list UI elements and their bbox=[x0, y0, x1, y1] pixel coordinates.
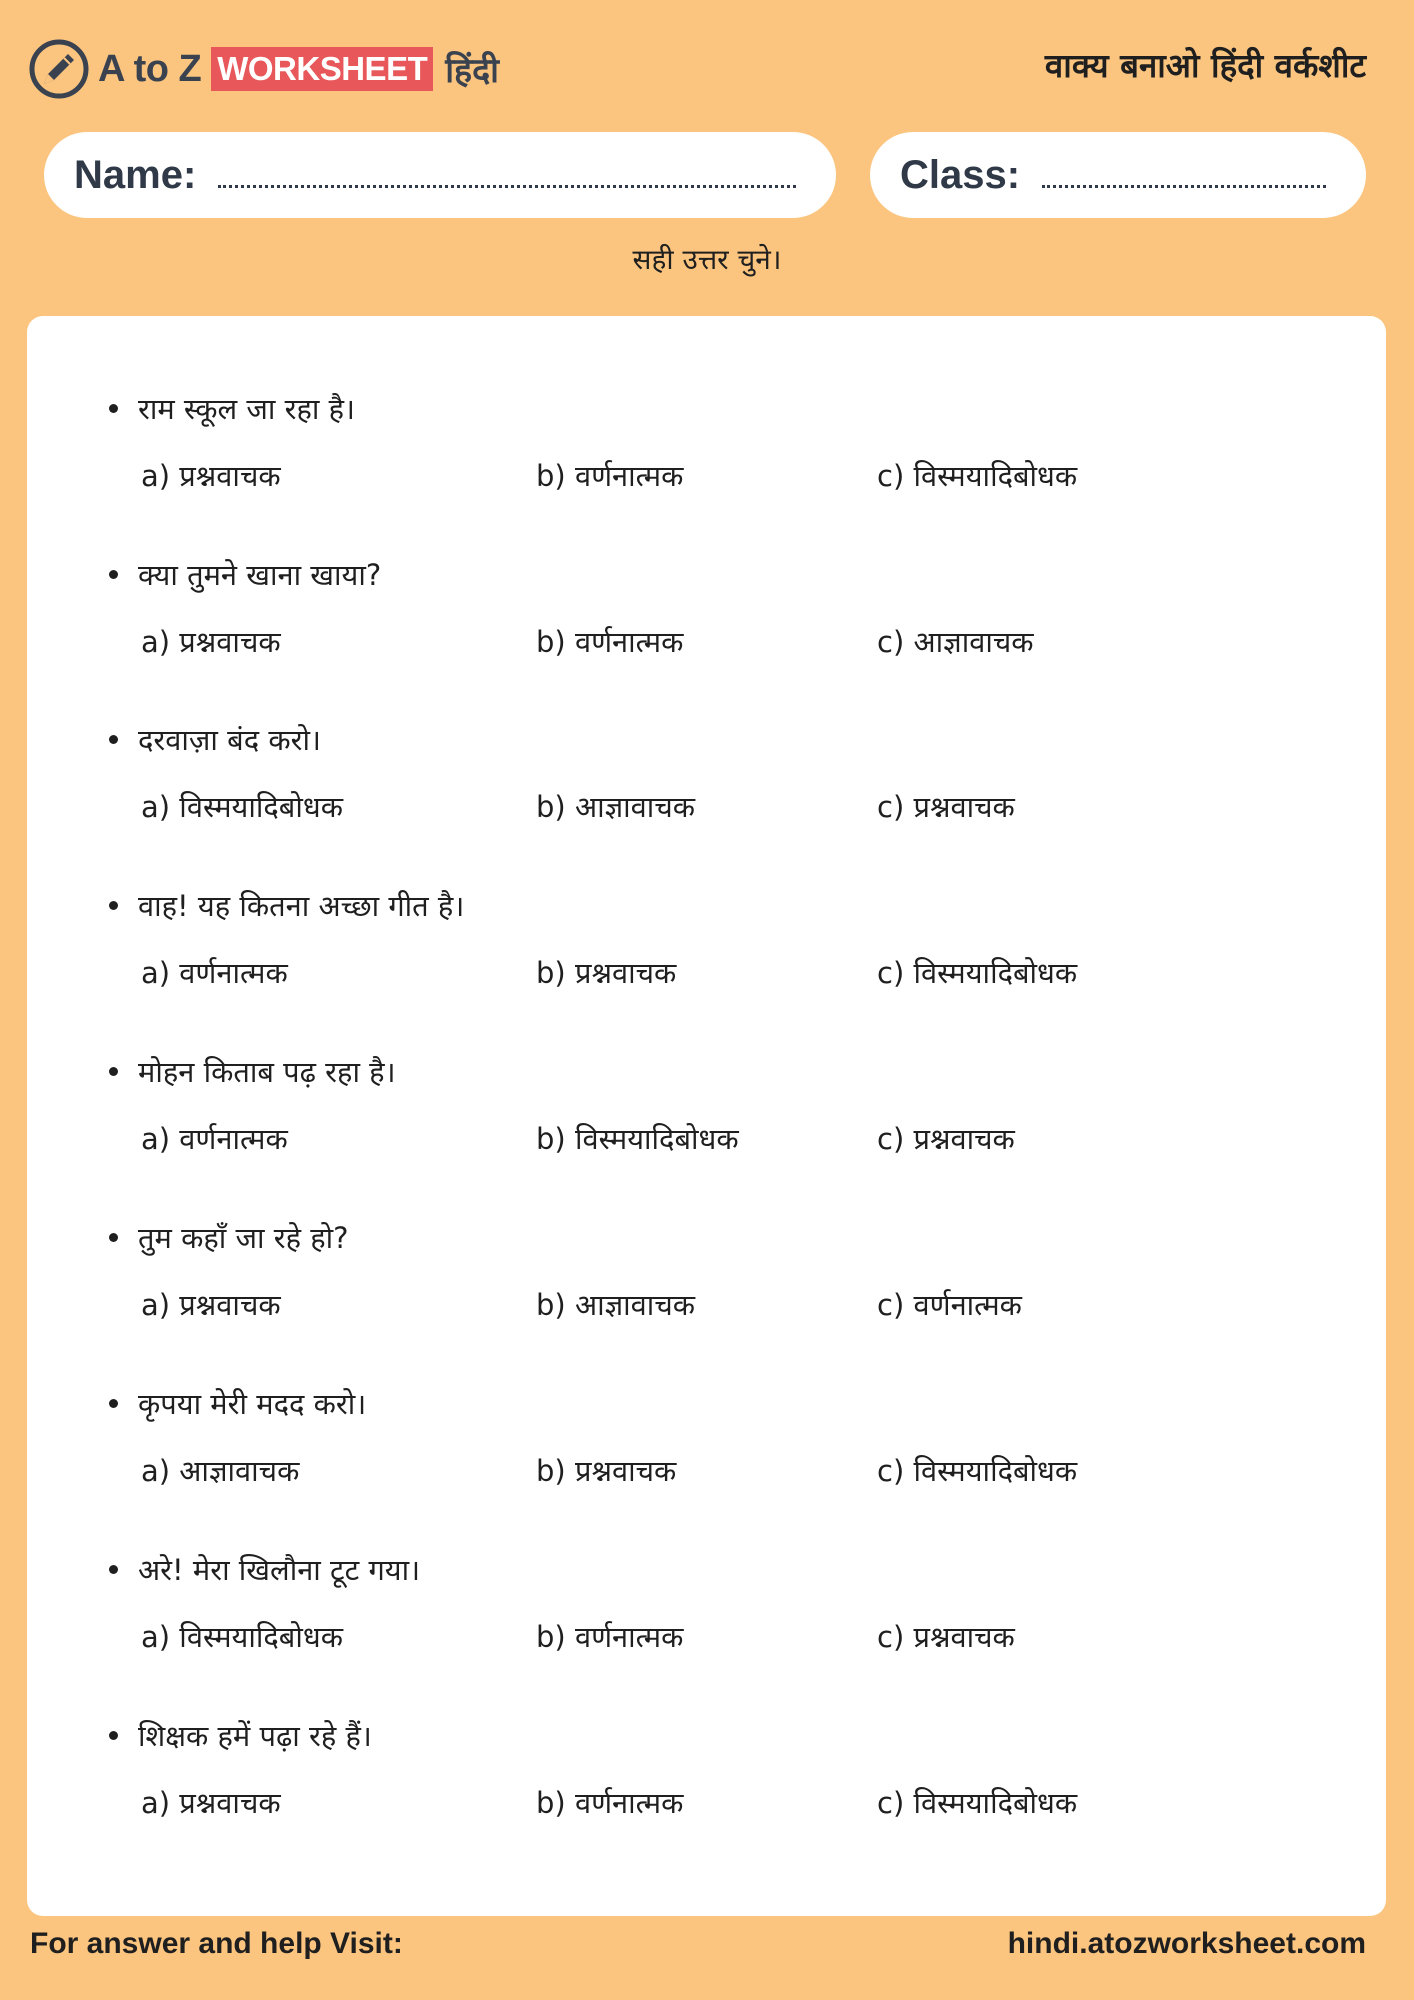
header bbox=[0, 0, 1414, 130]
option-a[interactable]: a) प्रश्नवाचक bbox=[141, 625, 281, 659]
question-text bbox=[109, 1713, 372, 1757]
option-b[interactable]: b) प्रश्नवाचक bbox=[536, 956, 677, 990]
logo-atoz-text: A to Z bbox=[98, 47, 202, 90]
question-label: वाह! यह कितना अच्छा गीत है। bbox=[138, 888, 465, 923]
option-b[interactable]: b) वर्णनात्मक bbox=[536, 1620, 684, 1654]
bullet-icon bbox=[109, 1399, 118, 1408]
question-label: दरवाज़ा बंद करो। bbox=[138, 722, 321, 757]
question-text bbox=[109, 1215, 349, 1259]
question-text bbox=[109, 717, 321, 761]
option-c[interactable]: c) वर्णनात्मक bbox=[877, 1288, 1022, 1322]
name-label: Name: bbox=[74, 152, 197, 197]
question-label: कृपया मेरी मदद करो। bbox=[138, 1386, 367, 1421]
bullet-icon bbox=[109, 1565, 118, 1574]
question-item bbox=[27, 883, 1386, 1049]
question-label: क्या तुमने खाना खाया? bbox=[138, 557, 382, 592]
logo-worksheet-text: WORKSHEET bbox=[211, 47, 433, 91]
option-b[interactable]: b) वर्णनात्मक bbox=[536, 459, 684, 493]
option-a[interactable]: a) प्रश्नवाचक bbox=[141, 459, 281, 493]
question-item bbox=[27, 717, 1386, 883]
option-c[interactable]: c) विस्मयादिबोधक bbox=[877, 459, 1078, 493]
bullet-icon bbox=[109, 735, 118, 744]
footer-help-text: For answer and help Visit: bbox=[30, 1927, 403, 1960]
name-field[interactable] bbox=[44, 132, 836, 218]
option-c[interactable]: c) प्रश्नवाचक bbox=[877, 1620, 1015, 1654]
option-c[interactable]: c) आज्ञावाचक bbox=[877, 625, 1034, 659]
option-a[interactable]: a) प्रश्नवाचक bbox=[141, 1288, 281, 1322]
option-a[interactable]: a) वर्णनात्मक bbox=[141, 956, 288, 990]
option-a[interactable]: a) विस्मयादिबोधक bbox=[141, 790, 343, 824]
option-a[interactable]: a) प्रश्नवाचक bbox=[141, 1786, 281, 1820]
question-text bbox=[109, 1049, 396, 1093]
instruction-text: सही उत्तर चुने। bbox=[632, 243, 782, 276]
logo-hindi-text: हिंदी bbox=[445, 51, 499, 91]
question-label: राम स्कूल जा रहा है। bbox=[138, 391, 355, 426]
question-label: शिक्षक हमें पढ़ा रहे हैं। bbox=[138, 1718, 372, 1753]
bullet-icon bbox=[109, 404, 118, 413]
pencil-logo-icon bbox=[28, 38, 90, 100]
logo[interactable] bbox=[28, 36, 499, 102]
question-item bbox=[27, 1381, 1386, 1547]
option-a[interactable]: a) वर्णनात्मक bbox=[141, 1122, 288, 1156]
option-b[interactable]: b) आज्ञावाचक bbox=[536, 1288, 696, 1322]
question-text bbox=[109, 552, 381, 596]
question-text bbox=[109, 1381, 366, 1425]
option-b[interactable]: b) वर्णनात्मक bbox=[536, 625, 684, 659]
option-c[interactable]: c) विस्मयादिबोधक bbox=[877, 1786, 1078, 1820]
name-writing-line[interactable] bbox=[218, 185, 796, 188]
question-label: तुम कहाँ जा रहे हो? bbox=[138, 1220, 349, 1255]
worksheet-title: वाक्य बनाओ हिंदी वर्कशीट bbox=[1044, 46, 1366, 85]
question-item bbox=[27, 386, 1386, 552]
option-b[interactable]: b) वर्णनात्मक bbox=[536, 1786, 684, 1820]
question-item bbox=[27, 1215, 1386, 1381]
question-item bbox=[27, 1713, 1386, 1879]
bullet-icon bbox=[109, 570, 118, 579]
class-label: Class: bbox=[900, 152, 1021, 197]
option-b[interactable]: b) विस्मयादिबोधक bbox=[536, 1122, 739, 1156]
option-c[interactable]: c) प्रश्नवाचक bbox=[877, 1122, 1015, 1156]
question-item bbox=[27, 1049, 1386, 1215]
class-field[interactable] bbox=[870, 132, 1366, 218]
class-writing-line[interactable] bbox=[1042, 185, 1326, 188]
question-text bbox=[109, 883, 464, 927]
bullet-icon bbox=[109, 1731, 118, 1740]
option-c[interactable]: c) प्रश्नवाचक bbox=[877, 790, 1015, 824]
question-text bbox=[109, 1547, 420, 1591]
bullet-icon bbox=[109, 901, 118, 910]
question-label: अरे! मेरा खिलौना टूट गया। bbox=[138, 1552, 421, 1587]
option-a[interactable]: a) आज्ञावाचक bbox=[141, 1454, 300, 1488]
question-label: मोहन किताब पढ़ रहा है। bbox=[138, 1054, 396, 1089]
question-item bbox=[27, 552, 1386, 718]
bullet-icon bbox=[109, 1233, 118, 1242]
option-a[interactable]: a) विस्मयादिबोधक bbox=[141, 1620, 343, 1654]
option-b[interactable]: b) आज्ञावाचक bbox=[536, 790, 696, 824]
questions-card bbox=[27, 316, 1386, 1916]
question-text bbox=[109, 386, 355, 430]
footer-website-link[interactable]: hindi.atozworksheet.com bbox=[1007, 1927, 1366, 1960]
option-c[interactable]: c) विस्मयादिबोधक bbox=[877, 1454, 1078, 1488]
question-item bbox=[27, 1547, 1386, 1713]
bullet-icon bbox=[109, 1067, 118, 1076]
option-b[interactable]: b) प्रश्नवाचक bbox=[536, 1454, 677, 1488]
option-c[interactable]: c) विस्मयादिबोधक bbox=[877, 956, 1078, 990]
